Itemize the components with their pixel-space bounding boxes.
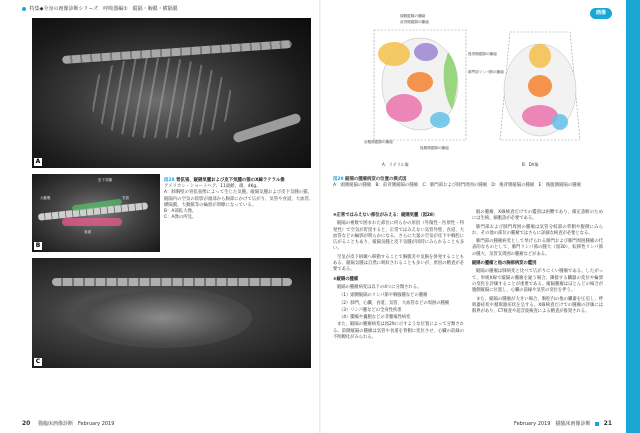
callout-cranioventral: 前腹側縦隔の腫瘤: [364, 140, 393, 144]
footer-right-text: February 2019 猫臨床画像診断: [513, 421, 591, 427]
footer-left-text: 猫臨床画像診断 February 2019: [37, 421, 115, 427]
running-title: 特集◆全身の画像診断シリーズ 呼吸器編① 縦隔・胸膜・横隔膜: [29, 6, 178, 12]
section-heading-differential: 縦隔の腫瘤と他の胸部病変の鑑別: [472, 261, 537, 267]
esophagus-highlight: [62, 218, 122, 226]
hilar-mass: [407, 72, 433, 92]
callout-craniodorsal: 前背側縦隔の腫瘤: [400, 20, 429, 24]
xray-spine: [52, 278, 292, 286]
figure-28-note-a: A：肺胸壁の胃拡張像によって生じた気腫。縦隔気腫および皮下気腫の猫。縦隔内の空気の陰影が頭部から胸部にかけて広がり、気管や食道、大血管、横隔膜、大動脈等の輪郭が明瞭になっている。: [164, 190, 314, 208]
paragraph: 肺門部および肺門周囲の腫瘤は気管分岐部の背側や腹側にみられ、その他の部位の腫瘤ではさらに詳細な検査が必要となる。: [472, 224, 603, 236]
xray-figure-a: [32, 18, 311, 168]
figure-28-note-b: B：A部拡大像。: [164, 209, 197, 215]
section-heading-pneumomediastinum: [333, 213, 464, 219]
figure-28-caption: [164, 178, 314, 221]
page-gutter: [319, 0, 321, 433]
body-column-2: [472, 210, 603, 317]
xray-label-a: A: [35, 158, 41, 165]
caudoventral-mass: [430, 112, 450, 128]
trachea-label: 気管: [122, 196, 129, 200]
dv-cranial-mass: [529, 44, 551, 68]
paragraph: 空気が皮下組織へ移動することで胸膜炎や気胸を併発することもある。縦隔気腫は自然に吸収されることも多いが、原因の精査が必要である。: [333, 254, 464, 273]
craniodorsal-mass: [414, 43, 438, 61]
list-item: （2）肺門、心臓、食道、気管、大血管などの周囲の腫瘤: [339, 300, 450, 306]
section-tab-badge: 画像: [590, 8, 612, 19]
subcutaneous-label: 皮下気腫: [98, 178, 112, 182]
xray-thorax: [72, 288, 252, 348]
paragraph: 肺門部の腫瘤病変として挙げられる肺門および肺門周囲腫瘤の代表的なものとして、肺門リンパ節の腫大（図30）、転移性リンパ節の腫大、気管支周囲の腫瘤などがある。: [472, 239, 603, 257]
callout-caudoventral: 後腹側縦隔の腫瘤: [420, 146, 449, 150]
figure-28-patient: アメリカン・ショートヘア、11歳齢、雄、4Kg。: [164, 184, 261, 190]
page-number-left: 20: [22, 420, 31, 427]
esophagus-label: 食道: [84, 230, 91, 234]
figure-29-title-text: 縦隔の腫瘤病変の位置の模式図: [345, 177, 407, 182]
panel-a-label: A：ラテラル像: [382, 162, 409, 167]
xray-ribcage: [92, 58, 232, 138]
footer-right: [514, 420, 618, 427]
figure-29-legend: A：頭側縦隔の腫瘤 B：前背側縦隔の腫瘤 C：肺門部および肺門周囲の腫瘤 D：後背側縦隔の腫瘤 E：後腹側縦隔の腫瘤: [333, 183, 581, 189]
figure-29-caption: [333, 177, 613, 189]
dv-caudoventral-mass: [552, 114, 568, 130]
running-header: [22, 5, 178, 12]
xray-figure-c: [32, 258, 311, 368]
callout-hilar: 肺門部リンパ節の腫瘤: [468, 70, 504, 74]
footer-left: [22, 420, 114, 427]
paragraph: また、縦隔の腫瘤が大きい場合、胸腔内の他の臓器を圧迫し、呼吸器症状や循環器症状を呈する。X線検査だけでの腫瘤の評価には限界があり、CT検査や超音波検査による精査が推奨される。: [472, 296, 603, 315]
cranioventral-mass: [386, 94, 422, 122]
paragraph: また、縦隔の腫瘤病変は図29に示すような位置によって分類される。前側縦隔の腫瘤は気管や食道を背側に変位させ、心臓の前縁の不明瞭化がみられる。: [333, 322, 464, 341]
cranial-mass: [378, 42, 410, 66]
figure-28-number: 図28: [164, 178, 175, 183]
lateral-view: [374, 30, 466, 140]
xray-figure-b: [32, 174, 160, 252]
aorta-label: 大動脈: [40, 196, 51, 200]
figure-29-diagrams: [360, 12, 600, 172]
callout-caudodorsal: 後背側縦隔の腫瘤: [468, 52, 497, 56]
header-bullet-icon: [22, 7, 26, 11]
xray-forelimb: [232, 112, 302, 143]
page-number-right: 21: [603, 420, 612, 427]
heading-text: ④正常ではみえない部位がみえる：縦隔気腫（図28）: [333, 213, 438, 218]
list-item: （1）頭側縦隔のリンパ節や胸腺腫などの腫瘤: [339, 293, 428, 299]
xray-label-b: B: [35, 242, 41, 249]
callout-cranial: 頭側縦隔の腫瘤: [400, 14, 426, 18]
section-heading-mediastinal-mass: ⑤縦隔の腫瘤: [333, 276, 359, 282]
list-item: （4）膿瘍や嚢胞などの非腫瘍性病変: [339, 315, 411, 321]
paragraph: 縦隔の腫瘤病変は以下の4つに分類される。: [337, 284, 422, 290]
mediastinal-mass-diagram: [360, 12, 600, 172]
figure-28-title-text: 胃拡張、縦隔気腫および皮下気腫の猫のX線ラテラル像: [176, 178, 285, 183]
paragraph: 縦隔の複数で囲まれた部位に何らかの原因（外傷性・医原性・特発性）で空気が貯留すると、正常ではみえない気管外壁、食道、大血管などの輪郭が明らかになる。さらに大量の空気が皮下や胸腔に広がることもあり、縦隔気腫と皮下気腫が同時にみられることも多い。: [333, 221, 464, 252]
xray-label-c: C: [35, 358, 41, 365]
page-edge-tab: [626, 0, 640, 433]
panel-b-label: B：DV像: [522, 162, 539, 167]
paragraph: 縦隔の腫瘤は肺病変と比べて広がりにくい腫瘤である。したがって、単純X線で縦隔の腫瘤を疑う場合、隣接する臓器の変位や輪郭の変化を評価することが重要である。縦隔腫瘤はほとんどの場合が腹側縦隔に位置し、心臓の前縁や気管の変位を伴う。: [472, 269, 603, 294]
footer-bullet-icon: [595, 422, 599, 426]
list-item: （3）リンパ腫などの全身性疾患: [339, 307, 402, 313]
paragraph: 縦の腫瘤、X線検査だけでの鑑別は困難であり、確定診断のためには生検、細胞診が必要である。: [472, 210, 603, 222]
dv-view: [500, 32, 580, 140]
body-column-1: [333, 210, 464, 343]
figure-28-note-c: C：A像の所見。: [164, 215, 197, 221]
dv-hilar-mass: [528, 75, 552, 97]
figure-29-number: 図29: [333, 177, 344, 182]
